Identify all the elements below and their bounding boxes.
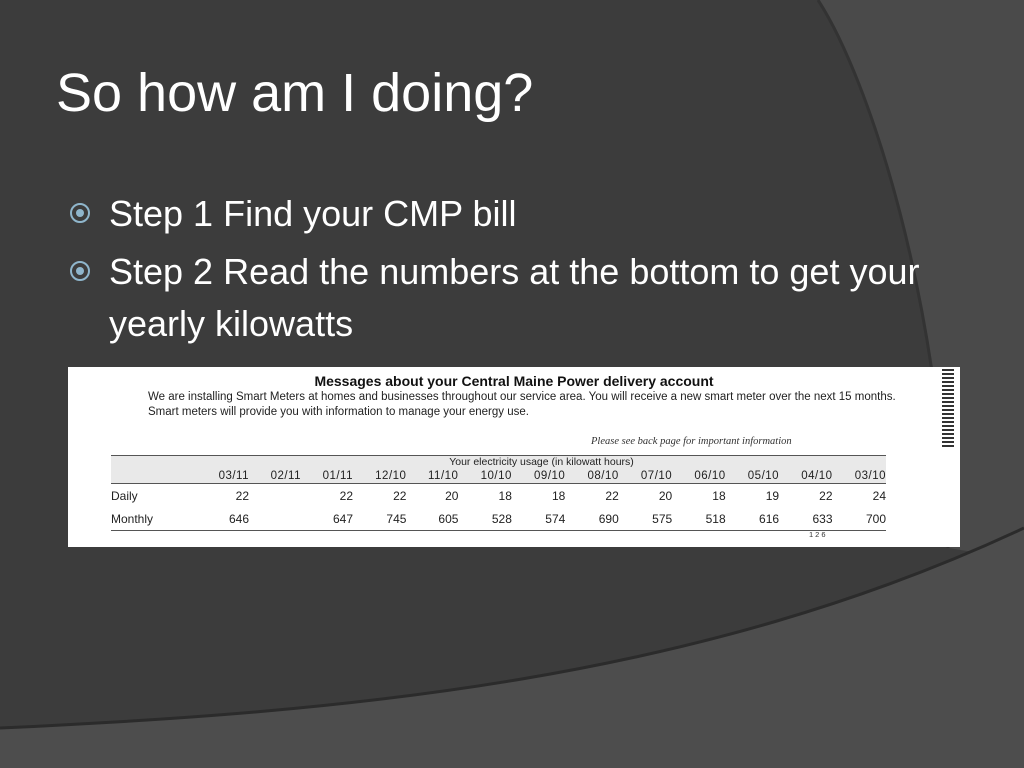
month-header: 09/10 xyxy=(512,468,565,484)
usage-cell xyxy=(249,507,301,531)
month-header: 01/11 xyxy=(301,468,353,484)
usage-cell: 22 xyxy=(339,488,353,503)
usage-cell: 745 xyxy=(353,507,406,531)
usage-cell: 18 xyxy=(551,488,566,503)
usage-cell: 20 xyxy=(445,488,459,503)
usage-cell: 22 xyxy=(393,488,407,503)
bullet-text: Step 1 Find your CMP bill xyxy=(109,193,517,234)
bill-message: We are installing Smart Meters at homes and businesses throughout our service area. You will receive a new smart meter over the next 15 months. Smart meters will provide you with information to manage your energy use. xyxy=(148,391,896,418)
usage-cell: 22 xyxy=(605,488,619,503)
month-header: 11/10 xyxy=(406,468,458,484)
usage-cell: 518 xyxy=(672,507,725,531)
usage-cell: 605 xyxy=(406,507,458,531)
usage-caption: Your electricity usage (in kilowatt hours) xyxy=(197,456,886,469)
usage-cell: 20 xyxy=(658,488,673,503)
usage-cell: 647 xyxy=(301,507,353,531)
usage-table xyxy=(111,455,886,531)
month-header: 03/11 xyxy=(197,468,249,484)
usage-cell: 22 xyxy=(235,488,249,503)
month-header: 10/10 xyxy=(458,468,511,484)
usage-cell: 18 xyxy=(498,488,512,503)
bullet-text: Step 2 Read the numbers at the bottom to get your yearly kilowatts xyxy=(109,251,920,344)
month-header: 05/10 xyxy=(726,468,779,484)
usage-row-monthly xyxy=(111,507,886,531)
bill-footer-number: 126 xyxy=(809,530,828,539)
bill-heading: Messages about your Central Maine Power delivery account xyxy=(314,373,714,389)
month-header: 03/10 xyxy=(833,468,887,484)
bill-note: Please see back page for important information xyxy=(591,436,792,447)
usage-cell: 22 xyxy=(819,488,833,503)
month-header: 08/10 xyxy=(565,468,618,484)
usage-cell: 24 xyxy=(872,488,886,503)
usage-cell xyxy=(249,484,301,508)
usage-cell: 18 xyxy=(712,488,726,503)
bill-excerpt-image xyxy=(68,367,960,547)
usage-month-header xyxy=(111,468,886,484)
month-header: 06/10 xyxy=(672,468,725,484)
row-label: Daily xyxy=(111,488,138,503)
month-header: 04/10 xyxy=(779,468,832,484)
usage-cell: 528 xyxy=(458,507,511,531)
bullet-circle-icon xyxy=(70,261,90,281)
usage-cell: 690 xyxy=(565,507,618,531)
slide-title: So how am I doing? xyxy=(56,63,534,123)
usage-cell: 575 xyxy=(619,507,672,531)
usage-row-daily xyxy=(111,484,886,508)
bullet-list xyxy=(66,188,926,350)
month-header: 02/11 xyxy=(249,468,301,484)
bullet-step-1 xyxy=(66,188,926,240)
usage-cell: 19 xyxy=(765,488,780,503)
usage-cell: 616 xyxy=(726,507,779,531)
usage-cell: 700 xyxy=(833,507,887,531)
usage-cell: 633 xyxy=(779,507,832,531)
row-label: Monthly xyxy=(111,507,197,531)
bullet-circle-icon xyxy=(70,203,90,223)
usage-cell: 574 xyxy=(512,507,565,531)
month-header: 07/10 xyxy=(619,468,672,484)
usage-cell: 646 xyxy=(197,507,249,531)
barcode-icon xyxy=(942,369,954,449)
bullet-step-2 xyxy=(66,246,926,350)
month-header: 12/10 xyxy=(353,468,406,484)
